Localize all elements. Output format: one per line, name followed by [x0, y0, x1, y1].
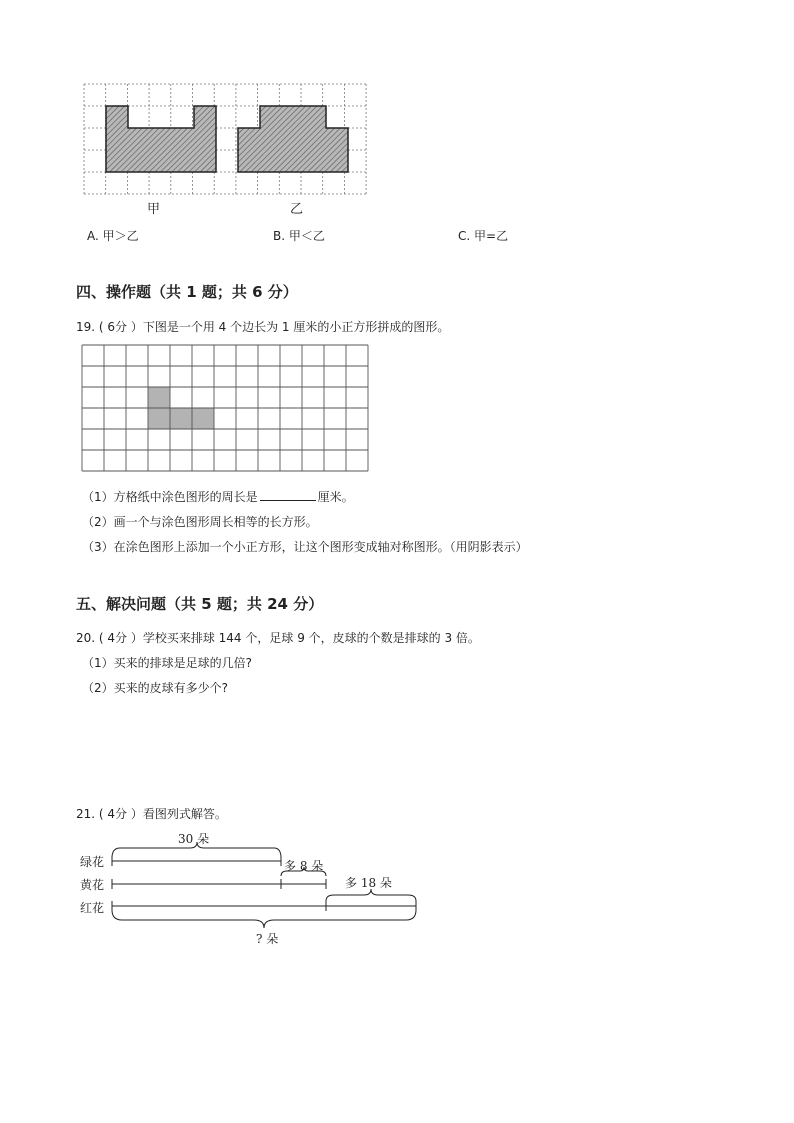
option-b[interactable]: B. 甲＜乙	[273, 229, 325, 243]
section-4-heading: 四、操作题（共 1 题；共 6 分）	[76, 283, 298, 301]
red-more: 多 18 朵	[345, 876, 392, 890]
label-yellow: 黄花	[80, 878, 105, 892]
label-jia: 甲	[147, 202, 161, 217]
label-red: 红花	[80, 901, 105, 915]
q20-sub2: （2）买来的皮球有多少个?	[82, 681, 229, 695]
q19-stem: 19. ( 6分 ）下图是一个用 4 个边长为 1 厘米的小正方形拼成的图形。	[76, 320, 450, 334]
brace-total	[112, 910, 416, 928]
label-yi: 乙	[290, 202, 304, 217]
option-a[interactable]: A. 甲＞乙	[87, 229, 139, 243]
option-c[interactable]: C. 甲=乙	[458, 229, 509, 243]
total-count: ? 朵	[256, 932, 279, 946]
green-count: 30 朵	[178, 832, 210, 846]
yellow-more: 多 8 朵	[284, 859, 324, 873]
q19-sub1-after: 厘米。	[317, 490, 354, 504]
q19-sub1-before: （1）方格纸中涂色图形的周长是	[82, 490, 258, 504]
q21-stem: 21. ( 4分 ）看图列式解答。	[76, 807, 227, 821]
q20-stem: 20. ( 4分 ）学校买来排球 144 个，足球 9 个，皮球的个数是排球的 3 倍。	[76, 631, 480, 645]
q19-sub3: （3）在涂色图形上添加一个小正方形，让这个图形变成轴对称图形。（用阴影表示）	[82, 540, 528, 554]
label-green: 绿花	[80, 855, 105, 869]
q20-sub1: （1）买来的排球是足球的几倍?	[82, 656, 253, 670]
section-5-heading: 五、解决问题（共 5 题；共 24 分）	[76, 595, 324, 613]
q19-sub2: （2）画一个与涂色图形周长相等的长方形。	[82, 515, 318, 529]
